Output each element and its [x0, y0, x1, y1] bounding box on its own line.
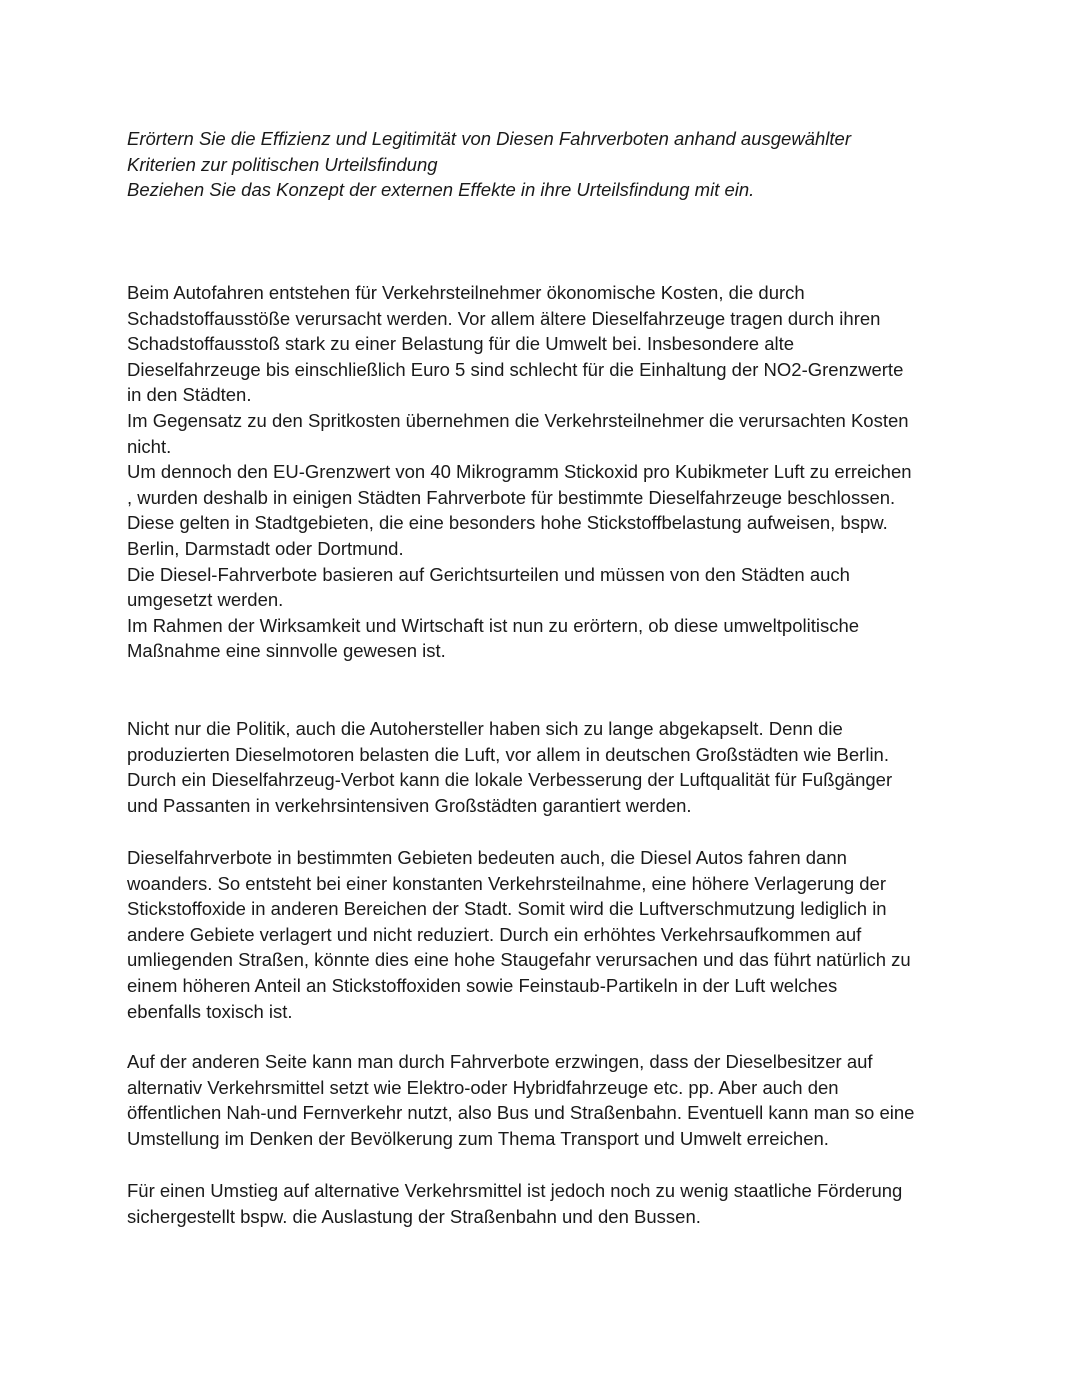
text-line: öffentlichen Nah-und Fernverkehr nutzt, also Bus und Straßenbahn. Eventuell kann man so eine: [127, 1102, 915, 1124]
text-line: Nicht nur die Politik, auch die Autohersteller haben sich zu lange abgekapselt. Denn die: [127, 718, 843, 739]
text-line: Für einen Umstieg auf alternative Verkehrsmittel ist jedoch noch zu wenig staatliche Förderung: [127, 1180, 903, 1201]
text-line: einem höheren Anteil an Stickstoffoxiden sowie Feinstaub-Partikeln in der Luft welches: [127, 974, 838, 996]
text-line: sichergestellt bspw. die Auslastung der Straßenbahn und den Bussen.: [127, 1205, 701, 1227]
task-line: Beziehen Sie das Konzept der externen Effekte in ihre Urteilsfindung mit ein.: [127, 179, 755, 201]
paragraph-alternativen: [127, 1049, 967, 1151]
text-line: Durch ein Dieselfahrzeug-Verbot kann die lokale Verbesserung der Luftqualität für Fußgänger: [127, 769, 893, 791]
task-line: Erörtern Sie die Effizienz und Legitimität von Diesen Fahrverboten anhand ausgewählter: [127, 128, 851, 149]
text-line: Dieselfahrverbote in bestimmten Gebieten bedeuten auch, die Diesel Autos fahren dann: [127, 847, 847, 868]
text-line: Berlin, Darmstadt oder Dortmund.: [127, 537, 404, 559]
text-line: Beim Autofahren entstehen für Verkehrsteilnehmer ökonomische Kosten, die durch: [127, 282, 805, 303]
text-line: andere Gebiete verlagert und nicht reduziert. Durch ein erhöhtes Verkehrsaufkommen auf: [127, 923, 862, 945]
task-line: Kriterien zur politischen Urteilsfindung: [127, 153, 438, 175]
text-line: ebenfalls toxisch ist.: [127, 1000, 293, 1022]
text-line: Um dennoch den EU-Grenzwert von 40 Mikrogramm Stickoxid pro Kubikmeter Luft zu erreichen: [127, 461, 912, 483]
text-line: Stickstoffoxide in anderen Bereichen der Stadt. Somit wird die Luftverschmutzung lediglich in: [127, 898, 887, 920]
text-line: Umstellung im Denken der Bevölkerung zum Thema Transport und Umwelt erreichen.: [127, 1127, 829, 1149]
text-line: Auf der anderen Seite kann man durch Fahrverbote erzwingen, dass der Dieselbesitzer auf: [127, 1051, 873, 1072]
intro-paragraph: [127, 280, 967, 664]
text-line: Schadstoffausstoß stark zu einer Belastung für die Umwelt bei. Insbesondere alte: [127, 333, 795, 355]
text-line: produzierten Dieselmotoren belasten die Luft, vor allem in deutschen Großstädten wie Berlin.: [127, 743, 889, 765]
text-line: und Passanten in verkehrsintensiven Großstädten garantiert werden.: [127, 794, 692, 816]
text-line: umgesetzt werden.: [127, 589, 284, 611]
paragraph-autohersteller: [127, 716, 967, 818]
task-prompt: [127, 126, 987, 203]
text-line: Dieselfahrzeuge bis einschließlich Euro 5 sind schlecht für die Einhaltung der NO2-Grenzwerte: [127, 358, 904, 380]
text-line: Diese gelten in Stadtgebieten, die eine besonders hohe Stickstoffbelastung aufweisen, bspw.: [127, 512, 888, 534]
text-line: alternativ Verkehrsmittel setzt wie Elektro-oder Hybridfahrzeuge etc. pp. Aber auch den: [127, 1076, 839, 1098]
text-line: Schadstoffausstöße verursacht werden. Vor allem ältere Dieselfahrzeuge tragen durch ihren: [127, 307, 881, 329]
text-line: in den Städten.: [127, 384, 252, 406]
text-line: Im Gegensatz zu den Spritkosten übernehmen die Verkehrsteilnehmer die verursachten Kosten: [127, 409, 909, 431]
paragraph-verlagerung: [127, 845, 967, 1024]
text-line: Maßnahme eine sinnvolle gewesen ist.: [127, 640, 446, 662]
text-line: woanders. So entsteht bei einer konstanten Verkehrsteilnahme, eine höhere Verlagerung der: [127, 872, 886, 894]
text-line: umliegenden Straßen, könnte dies eine hohe Staugefahr verursachen und das führt natürlich zu: [127, 949, 911, 971]
text-line: nicht.: [127, 435, 172, 457]
text-line: Im Rahmen der Wirksamkeit und Wirtschaft ist nun zu erörtern, ob diese umweltpolitische: [127, 614, 860, 636]
paragraph-foerderung: [127, 1178, 967, 1229]
text-line: , wurden deshalb in einigen Städten Fahrverbote für bestimmte Dieselfahrzeuge beschlossen.: [127, 486, 896, 508]
text-line: Die Diesel-Fahrverbote basieren auf Gerichtsurteilen und müssen von den Städten auch: [127, 563, 850, 585]
